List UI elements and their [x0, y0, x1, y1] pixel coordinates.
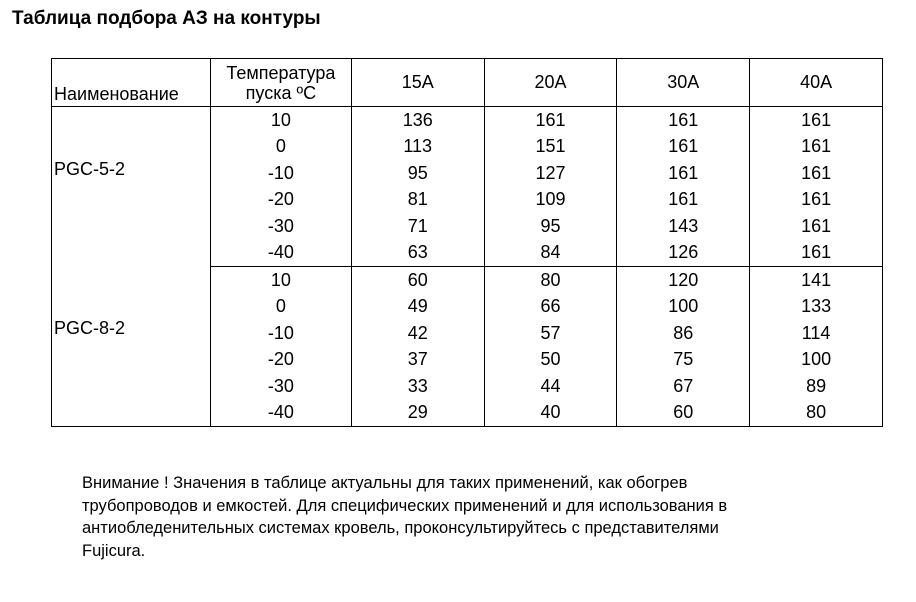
header-current-30a: 30А: [617, 59, 750, 107]
value-cell: 75: [617, 347, 750, 374]
value-cell: 133: [750, 294, 883, 321]
header-temperature-line2: пуска ºС: [245, 82, 317, 103]
value-cell: 60: [351, 267, 484, 294]
value-cell: 161: [617, 107, 750, 134]
note-line: антиобледенительных системах кровель, проконсультируйтесь с представителями: [82, 519, 719, 537]
value-cell: 127: [484, 160, 617, 187]
value-cell: 109: [484, 187, 617, 214]
header-start-temperature: [210, 59, 351, 107]
cable-name-cell: [52, 267, 211, 427]
temperature-cell: -20: [210, 347, 351, 374]
cable-name: PGC-5-2: [54, 158, 126, 179]
temperature-cell: -30: [210, 373, 351, 400]
value-cell: 161: [484, 107, 617, 134]
value-cell: 84: [484, 240, 617, 267]
value-cell: 67: [617, 373, 750, 400]
value-cell: 49: [351, 294, 484, 321]
temperature-cell: 0: [210, 134, 351, 161]
value-cell: 71: [351, 213, 484, 240]
note-line: Внимание ! Значения в таблице актуальны для таких применений, как обогрев: [82, 474, 688, 492]
value-cell: 151: [484, 134, 617, 161]
value-cell: 161: [617, 187, 750, 214]
temperature-cell: -10: [210, 320, 351, 347]
table-body: [52, 107, 883, 427]
header-name: Наименование: [52, 59, 211, 107]
warning-note: [82, 472, 842, 562]
value-cell: 42: [351, 320, 484, 347]
value-cell: 29: [351, 400, 484, 427]
value-cell: 136: [351, 107, 484, 134]
header-current-20a: 20А: [484, 59, 617, 107]
value-cell: 143: [617, 213, 750, 240]
value-cell: 60: [617, 400, 750, 427]
value-cell: 66: [484, 294, 617, 321]
value-cell: 44: [484, 373, 617, 400]
value-cell: 161: [617, 160, 750, 187]
value-cell: 114: [750, 320, 883, 347]
value-cell: 113: [351, 134, 484, 161]
value-cell: 161: [750, 134, 883, 161]
value-cell: 100: [617, 294, 750, 321]
value-cell: 40: [484, 400, 617, 427]
value-cell: 86: [617, 320, 750, 347]
value-cell: 63: [351, 240, 484, 267]
value-cell: 161: [750, 187, 883, 214]
temperature-cell: 0: [210, 294, 351, 321]
value-cell: 33: [351, 373, 484, 400]
value-cell: 126: [617, 240, 750, 267]
temperature-cell: -20: [210, 187, 351, 214]
value-cell: 120: [617, 267, 750, 294]
cable-name: PGC-8-2: [54, 318, 126, 339]
page-title: Таблица подбора АЗ на контуры: [12, 8, 321, 29]
value-cell: 100: [750, 347, 883, 374]
temperature-cell: -40: [210, 240, 351, 267]
value-cell: 80: [750, 400, 883, 427]
value-cell: 161: [750, 240, 883, 267]
table-row: [52, 107, 883, 134]
value-cell: 81: [351, 187, 484, 214]
note-line: Fujicura.: [82, 541, 146, 560]
header-current-40a: 40А: [750, 59, 883, 107]
table-row: [52, 267, 883, 294]
value-cell: 57: [484, 320, 617, 347]
cable-name-cell: [52, 107, 211, 267]
table-header: [52, 59, 883, 107]
value-cell: 161: [750, 213, 883, 240]
temperature-cell: -30: [210, 213, 351, 240]
value-cell: 37: [351, 347, 484, 374]
temperature-cell: 10: [210, 107, 351, 134]
header-current-15a: 15А: [351, 59, 484, 107]
value-cell: 95: [484, 213, 617, 240]
temperature-cell: 10: [210, 267, 351, 294]
value-cell: 161: [750, 160, 883, 187]
value-cell: 95: [351, 160, 484, 187]
temperature-cell: -40: [210, 400, 351, 427]
value-cell: 89: [750, 373, 883, 400]
temperature-cell: -10: [210, 160, 351, 187]
value-cell: 50: [484, 347, 617, 374]
circuit-breaker-table: [51, 58, 883, 427]
note-line: трубопроводов и емкостей. Для специфических применений и для использования в: [82, 496, 728, 515]
value-cell: 141: [750, 267, 883, 294]
value-cell: 161: [617, 134, 750, 161]
header-row: [52, 59, 883, 107]
header-temperature-line1: Температура: [226, 62, 336, 83]
value-cell: 161: [750, 107, 883, 134]
value-cell: 80: [484, 267, 617, 294]
